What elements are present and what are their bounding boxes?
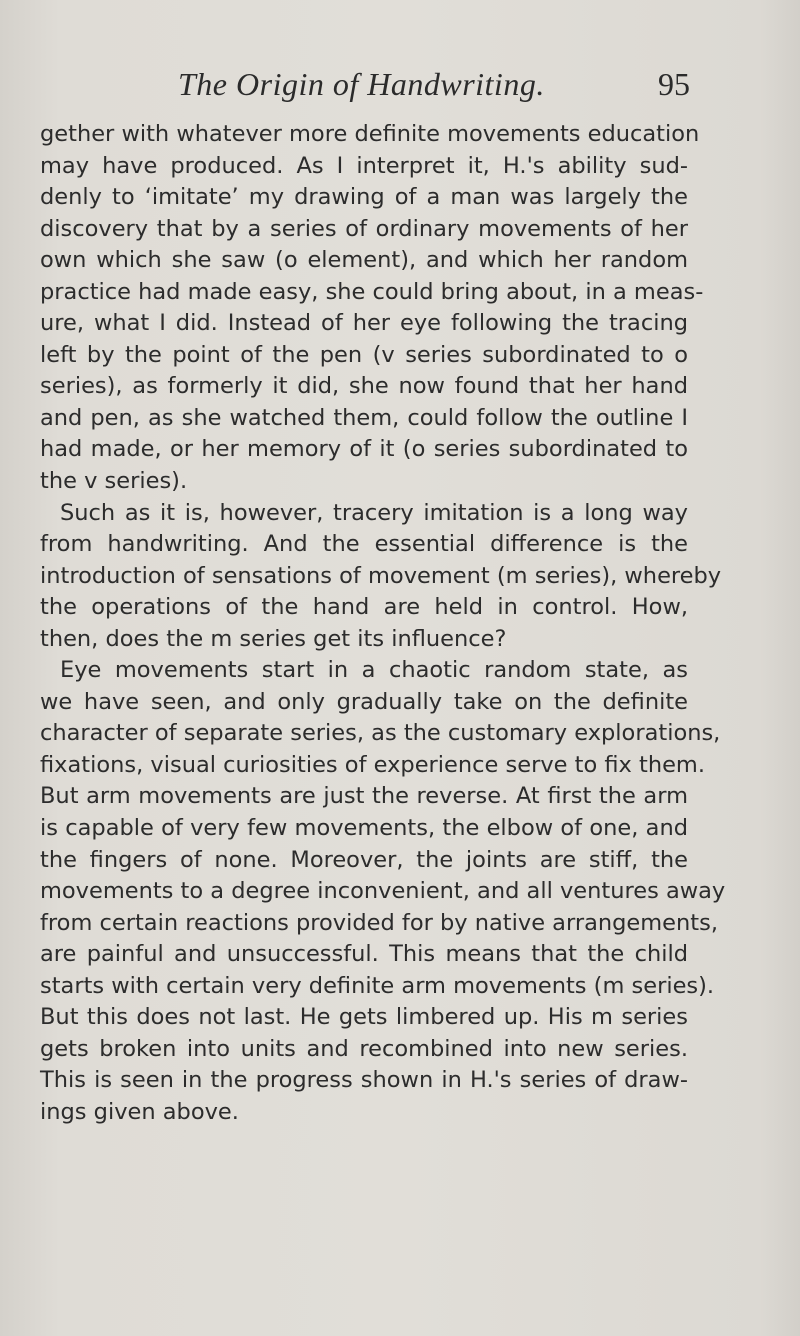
text-line: movements to a degree inconvenient, and all ventures away: [40, 878, 726, 905]
text-line: But arm movements are just the reverse. At first the arm: [40, 783, 688, 810]
text-line: the v series).: [40, 468, 188, 495]
text-line: series), as formerly it did, she now found that her hand: [40, 373, 688, 400]
text-line: character of separate series, as the customary explorations,: [40, 720, 721, 747]
body-text: [40, 119, 726, 1129]
text-line: may have produced. As I interpret it, H.'s ability sud-: [40, 152, 688, 179]
text-line: ure, what I did. Instead of her eye following the tracing: [40, 310, 688, 337]
text-line: Eye movements start in a chaotic random state, as: [60, 657, 688, 684]
text-line: denly to ‘imitate’ my drawing of a man was largely the: [40, 184, 688, 211]
text-line: ings given above.: [40, 1098, 239, 1125]
text-line: gets broken into units and recombined into new series.: [40, 1035, 688, 1062]
text-line: the operations of the hand are held in control. How,: [40, 594, 688, 621]
text-line: This is seen in the progress shown in H.'s series of draw-: [40, 1067, 688, 1094]
text-line: had made, or her memory of it (o series subordinated to: [40, 436, 688, 463]
text-line: and pen, as she watched them, could follow the outline I: [40, 404, 688, 431]
text-line: own which she saw (o element), and which her random: [40, 247, 688, 274]
text-line: then, does the m series get its influence?: [40, 625, 507, 652]
text-line: introduction of sensations of movement (m series), whereby: [40, 562, 722, 589]
text-line: left by the point of the pen (v series subordinated to o: [40, 341, 688, 368]
text-line: from certain reactions provided for by native arrangements,: [40, 909, 718, 936]
running-head: The Origin of Handwriting.: [178, 66, 545, 102]
text-line: from handwriting. And the essential difference is the: [40, 531, 688, 558]
text-line: gether with whatever more definite movements education: [40, 121, 700, 147]
text-line: discovery that by a series of ordinary movements of her: [40, 215, 688, 242]
text-line: is capable of very few movements, the elbow of one, and: [40, 815, 688, 842]
page-number: 95: [658, 66, 690, 102]
text-line: the fingers of none. Moreover, the joints are stiff, the: [40, 846, 688, 873]
text-line: are painful and unsuccessful. This means that the child: [40, 941, 688, 968]
text-line: we have seen, and only gradually take on the definite: [40, 688, 688, 715]
text-line: fixations, visual curiosities of experience serve to fix them.: [40, 751, 706, 778]
text-line: But this does not last. He gets limbered up. His m series: [40, 1004, 688, 1031]
text-line: practice had made easy, she could bring about, in a meas-: [40, 278, 704, 305]
text-line: starts with certain very definite arm movements (m series).: [40, 972, 715, 999]
text-line: Such as it is, however, tracery imitation is a long way: [60, 499, 688, 526]
page-header: [178, 66, 690, 106]
